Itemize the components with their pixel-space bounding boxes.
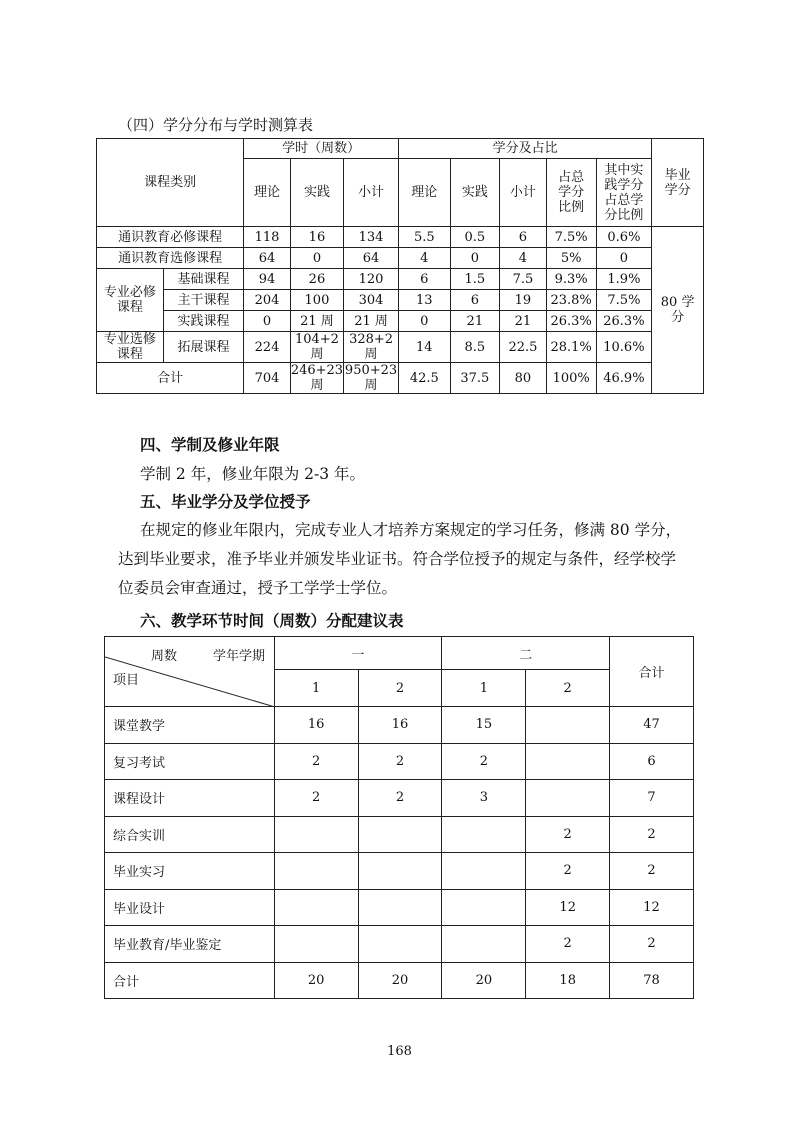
header-credit-practice: 实践 xyxy=(450,159,500,227)
cell-s: 64 xyxy=(344,248,399,269)
week-cell: 12 xyxy=(526,889,610,926)
cell-s: 304 xyxy=(344,290,399,311)
header-subtotal: 小计 xyxy=(344,159,399,227)
section4-title: 四、学制及修业年限 xyxy=(140,436,280,454)
cell-cp: 6 xyxy=(450,290,500,311)
cell-cp: 8.5 xyxy=(450,332,500,363)
header-total: 合计 xyxy=(610,637,694,707)
table1-caption: （四）学分分布与学时测算表 xyxy=(118,116,314,134)
row-item-name: 合计 xyxy=(105,962,275,999)
table-row xyxy=(97,269,704,290)
row-name: 拓展课程 xyxy=(163,332,244,363)
week-cell: 2 xyxy=(358,780,442,817)
header-category: 课程类别 xyxy=(97,139,244,227)
cell-t: 64 xyxy=(244,248,291,269)
header-term: 学年学期 xyxy=(213,649,266,664)
table-row xyxy=(105,780,694,817)
cell-cs: 22.5 xyxy=(500,332,547,363)
cell-cs: 6 xyxy=(500,227,547,248)
cell-ct: 14 xyxy=(399,332,451,363)
cell-r: 9.3% xyxy=(546,269,596,290)
week-cell xyxy=(442,889,526,926)
row-total: 2 xyxy=(610,853,694,890)
cell-s: 21 周 xyxy=(344,311,399,332)
table-row xyxy=(97,363,704,394)
week-cell xyxy=(442,926,526,963)
week-cell: 2 xyxy=(526,853,610,890)
teaching-weeks-table xyxy=(104,636,694,999)
row-name: 通识教育必修课程 xyxy=(97,227,244,248)
header-credits: 学分及占比 xyxy=(399,139,652,159)
cell-t: 224 xyxy=(244,332,291,363)
row-name: 基础课程 xyxy=(163,269,244,290)
table-row xyxy=(97,227,704,248)
week-cell: 2 xyxy=(274,743,358,780)
week-cell xyxy=(274,853,358,890)
cell-pr: 46.9% xyxy=(596,363,652,394)
row-item-name: 课堂教学 xyxy=(105,707,275,744)
row-item-name: 综合实训 xyxy=(105,816,275,853)
week-cell: 16 xyxy=(274,707,358,744)
table-row xyxy=(105,889,694,926)
cell-cs: 80 xyxy=(500,363,547,394)
table-row xyxy=(105,816,694,853)
header-ratio: 占总学分比例 xyxy=(546,159,596,227)
week-cell: 2 xyxy=(442,743,526,780)
cell-cp: 21 xyxy=(450,311,500,332)
cell-r: 100% xyxy=(546,363,596,394)
cell-t: 118 xyxy=(244,227,291,248)
cell-cp: 0.5 xyxy=(450,227,500,248)
grad-credits-value: 80 学分 xyxy=(652,227,704,394)
term-cell: 1 xyxy=(274,670,358,707)
row-name: 通识教育选修课程 xyxy=(97,248,244,269)
section5-line1: 在规定的修业年限内，完成专业人才培养方案规定的学习任务，修满 80 学分， xyxy=(140,521,682,539)
cell-p: 26 xyxy=(290,269,343,290)
row-total: 47 xyxy=(610,707,694,744)
term-cell: 1 xyxy=(442,670,526,707)
cell-s: 328+2周 xyxy=(344,332,399,363)
row-name: 合计 xyxy=(97,363,244,394)
cell-s: 134 xyxy=(344,227,399,248)
cell-t: 94 xyxy=(244,269,291,290)
week-cell: 18 xyxy=(526,962,610,999)
header-year1: 一 xyxy=(274,637,442,670)
week-cell xyxy=(274,926,358,963)
week-cell: 2 xyxy=(274,780,358,817)
term-cell: 2 xyxy=(358,670,442,707)
cell-pr: 1.9% xyxy=(596,269,652,290)
row-total: 6 xyxy=(610,743,694,780)
week-cell: 20 xyxy=(358,962,442,999)
row-item-name: 毕业教育/毕业鉴定 xyxy=(105,926,275,963)
section4-text: 学制 2 年，修业年限为 2-3 年。 xyxy=(140,465,366,483)
week-cell xyxy=(358,853,442,890)
header-weeks: 周数 xyxy=(151,649,178,664)
header-credit-theory: 理论 xyxy=(399,159,451,227)
cell-p: 21 周 xyxy=(290,311,343,332)
row-total: 2 xyxy=(610,926,694,963)
cell-pr: 0 xyxy=(596,248,652,269)
page-number: 168 xyxy=(387,1044,412,1059)
table-row xyxy=(105,707,694,744)
header-practice: 实践 xyxy=(290,159,343,227)
section5-line3: 位委员会审查通过，授予工学学士学位。 xyxy=(118,579,398,597)
cell-ct: 6 xyxy=(399,269,451,290)
cell-pr: 7.5% xyxy=(596,290,652,311)
term-cell: 2 xyxy=(526,670,610,707)
week-cell xyxy=(526,780,610,817)
week-cell xyxy=(526,707,610,744)
cell-r: 26.3% xyxy=(546,311,596,332)
credit-distribution-table xyxy=(96,138,704,394)
cell-pr: 0.6% xyxy=(596,227,652,248)
week-cell: 3 xyxy=(442,780,526,817)
table-row xyxy=(105,926,694,963)
section5-title: 五、毕业学分及学位授予 xyxy=(140,493,311,511)
row-total: 2 xyxy=(610,816,694,853)
week-cell xyxy=(442,853,526,890)
week-cell xyxy=(358,926,442,963)
cell-ct: 13 xyxy=(399,290,451,311)
cell-ct: 5.5 xyxy=(399,227,451,248)
cell-cs: 7.5 xyxy=(500,269,547,290)
cell-s: 120 xyxy=(344,269,399,290)
row-total: 7 xyxy=(610,780,694,817)
cell-ct: 0 xyxy=(399,311,451,332)
row-total: 78 xyxy=(610,962,694,999)
cell-t: 204 xyxy=(244,290,291,311)
cell-p: 246+23周 xyxy=(290,363,344,393)
header-practice-ratio: 其中实践学分占总学分比例 xyxy=(596,159,652,227)
header-hours: 学时（周数） xyxy=(244,139,399,159)
week-cell: 20 xyxy=(442,962,526,999)
cell-cp: 37.5 xyxy=(450,363,500,394)
week-cell: 16 xyxy=(358,707,442,744)
row-item-name: 复习考试 xyxy=(105,743,275,780)
cell-cp: 0 xyxy=(450,248,500,269)
cell-s: 950+23周 xyxy=(344,363,398,393)
cell-p: 16 xyxy=(290,227,343,248)
header-credit-subtotal: 小计 xyxy=(500,159,547,227)
row-total: 12 xyxy=(610,889,694,926)
cell-t: 0 xyxy=(244,311,291,332)
cell-cs: 19 xyxy=(500,290,547,311)
cell-p: 100 xyxy=(290,290,343,311)
cell-cs: 21 xyxy=(500,311,547,332)
cell-r: 28.1% xyxy=(546,332,596,363)
week-cell: 2 xyxy=(526,816,610,853)
row-item-name: 毕业设计 xyxy=(105,889,275,926)
header-item: 项目 xyxy=(113,673,140,688)
cell-r: 7.5% xyxy=(546,227,596,248)
week-cell xyxy=(358,889,442,926)
cell-pr: 26.3% xyxy=(596,311,652,332)
table-row xyxy=(97,248,704,269)
table-row xyxy=(105,743,694,780)
cell-ct: 42.5 xyxy=(399,363,451,394)
row-name: 主干课程 xyxy=(163,290,244,311)
header-year2: 二 xyxy=(442,637,610,670)
row-item-name: 毕业实习 xyxy=(105,853,275,890)
week-cell: 20 xyxy=(274,962,358,999)
section6-title: 六、教学环节时间（周数）分配建议表 xyxy=(140,612,404,630)
table-row xyxy=(97,311,704,332)
cell-p: 0 xyxy=(290,248,343,269)
cell-cs: 4 xyxy=(500,248,547,269)
table-row xyxy=(105,962,694,999)
cell-t: 704 xyxy=(244,363,291,394)
table-row xyxy=(97,332,704,363)
week-cell xyxy=(274,816,358,853)
cell-pr: 10.6% xyxy=(596,332,652,363)
diagonal-header-cell xyxy=(105,637,275,707)
header-theory: 理论 xyxy=(244,159,291,227)
week-cell xyxy=(358,816,442,853)
week-cell: 2 xyxy=(358,743,442,780)
cell-r: 5% xyxy=(546,248,596,269)
table-row xyxy=(105,853,694,890)
cell-p: 104+2周 xyxy=(290,332,343,363)
row-item-name: 课程设计 xyxy=(105,780,275,817)
week-cell xyxy=(526,743,610,780)
cell-cp: 1.5 xyxy=(450,269,500,290)
week-cell: 15 xyxy=(442,707,526,744)
group-major-required: 专业必修课程 xyxy=(97,269,164,332)
row-name: 实践课程 xyxy=(163,311,244,332)
week-cell xyxy=(442,816,526,853)
group-major-elective: 专业选修课程 xyxy=(97,332,164,363)
section5-line2: 达到毕业要求，准予毕业并颁发毕业证书。符合学位授予的规定与条件，经学校学 xyxy=(118,550,677,568)
week-cell: 2 xyxy=(526,926,610,963)
cell-ct: 4 xyxy=(399,248,451,269)
header-grad-credits: 毕业学分 xyxy=(652,139,704,227)
week-cell xyxy=(274,889,358,926)
cell-r: 23.8% xyxy=(546,290,596,311)
table-row xyxy=(97,290,704,311)
